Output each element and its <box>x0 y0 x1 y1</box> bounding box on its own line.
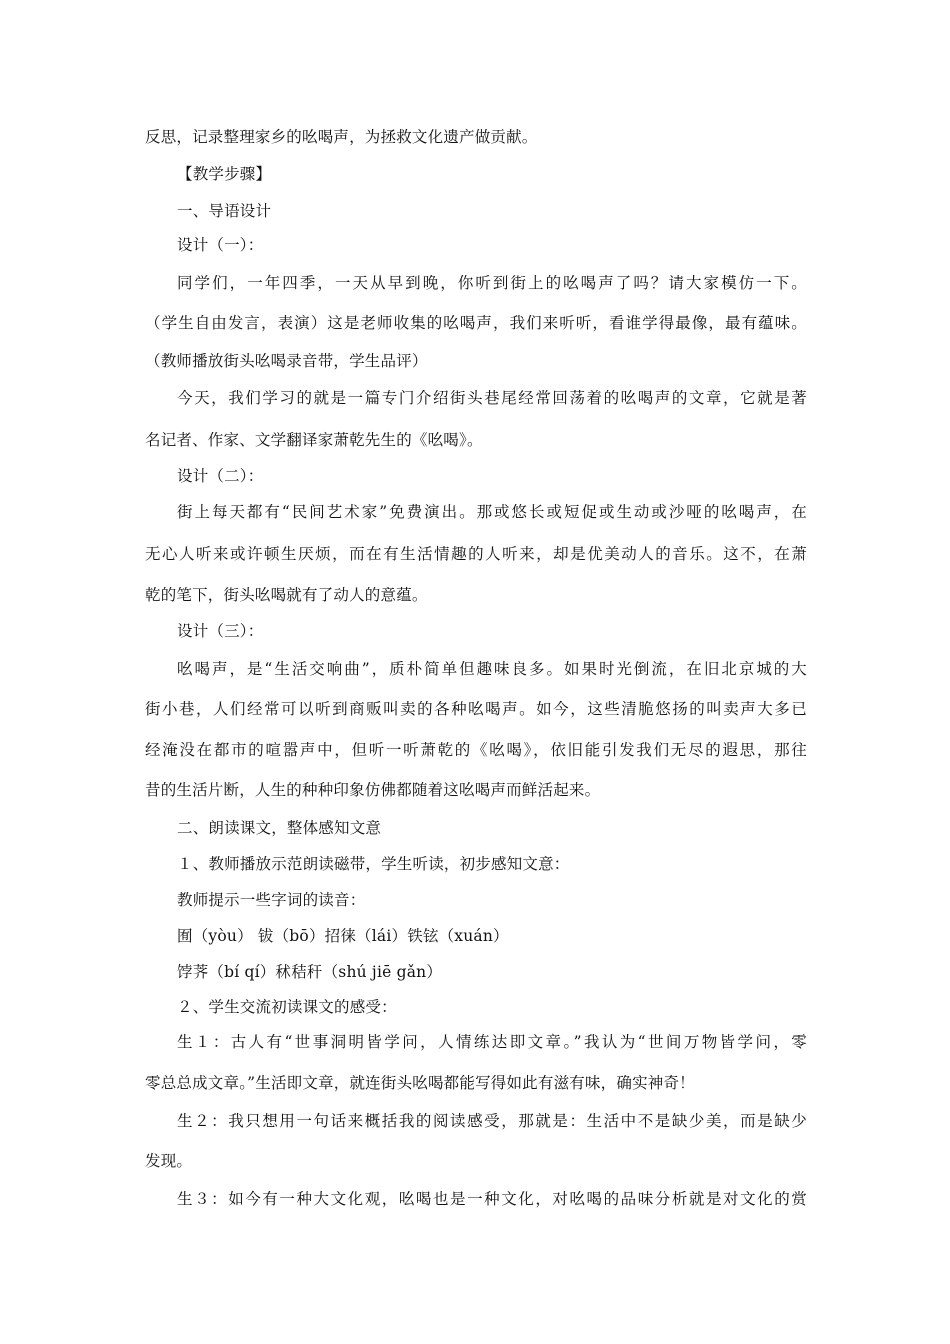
paragraph-line: 无心人听来或许顿生厌烦，而在有生活情趣的人听来，却是优美动人的音乐。这不，在萧 <box>145 545 807 563</box>
paragraph-line: 街上每天都有“民间艺术家”免费演出。那或悠长或短促或生动或沙哑的吆喝声，在 <box>177 503 807 521</box>
paragraph-line: 吆喝声，是“生活交响曲”，质朴简单但趣味良多。如果时光倒流，在旧北京城的大 <box>177 660 807 678</box>
paragraph-line: 名记者、作家、文学翻译家萧乾先生的《吆喝》。 <box>145 431 483 449</box>
paragraph-line: （教师播放街头吆喝录音带，学生品评） <box>145 352 428 370</box>
paragraph-line: １、教师播放示范朗读磁带，学生听读，初步感知文意： <box>177 855 570 873</box>
paragraph-line: 零总总成文章。”生活即文章，就连街头吆喝都能写得如此有滋有味，确实神奇！ <box>145 1074 695 1092</box>
paragraph-line: 生２：我只想用一句话来概括我的阅读感受，那就是：生活中不是缺少美，而是缺少 <box>177 1112 807 1130</box>
paragraph-line: ２、学生交流初读课文的感受： <box>177 998 397 1016</box>
paragraph-line: 反思，记录整理家乡的吆喝声，为拯救文化遗产做贡献。 <box>145 128 538 146</box>
paragraph-line: 生１：古人有“世事洞明皆学问，人情练达即文章。”我认为“世间万物皆学问，零 <box>177 1033 807 1051</box>
paragraph-line: 发现。 <box>145 1152 193 1170</box>
paragraph-line: 街小巷，人们经常可以听到商贩叫卖的各种吆喝声。如今，这些清脆悠扬的叫卖声大多已 <box>145 700 807 718</box>
section-heading: 一、导语设计 <box>177 202 272 220</box>
pronunciation-line: 饽荠（bí qí）秫秸秆（shú jiē gǎn） <box>177 963 443 981</box>
paragraph-line: 昔的生活片断，人生的种种印象仿佛都随着这吆喝声而鲜活起来。 <box>145 781 601 799</box>
paragraph-line: （学生自由发言，表演）这是老师收集的吆喝声，我们来听听，看谁学得最像，最有蕴味。 <box>145 314 807 332</box>
section-heading: 【教学步骤】 <box>177 165 272 183</box>
pronunciation-line: 囿（yòu） 钹（bō）招徕（lái）铁铉（xuán） <box>177 927 509 945</box>
subsection-heading: 设计（二）： <box>177 467 264 485</box>
paragraph-line: 乾的笔下，街头吆喝就有了动人的意蕴。 <box>145 586 428 604</box>
subsection-heading: 设计（三）： <box>177 622 264 640</box>
section-heading: 二、朗读课文，整体感知文意 <box>177 819 382 837</box>
paragraph-line: 同学们，一年四季，一天从早到晚，你听到街上的吆喝声了吗？请大家模仿一下。 <box>177 274 807 292</box>
paragraph-line: 今天，我们学习的就是一篇专门介绍街头巷尾经常回荡着的吆喝声的文章，它就是著 <box>177 389 807 407</box>
paragraph-line: 生３：如今有一种大文化观，吆喝也是一种文化，对吆喝的品味分析就是对文化的赏 <box>177 1190 807 1208</box>
paragraph-line: 教师提示一些字词的读音： <box>177 891 366 909</box>
paragraph-line: 经淹没在都市的喧嚣声中，但听一听萧乾的《吆喝》，依旧能引发我们无尽的遐思，那往 <box>145 741 807 759</box>
subsection-heading: 设计（一）： <box>177 236 264 254</box>
